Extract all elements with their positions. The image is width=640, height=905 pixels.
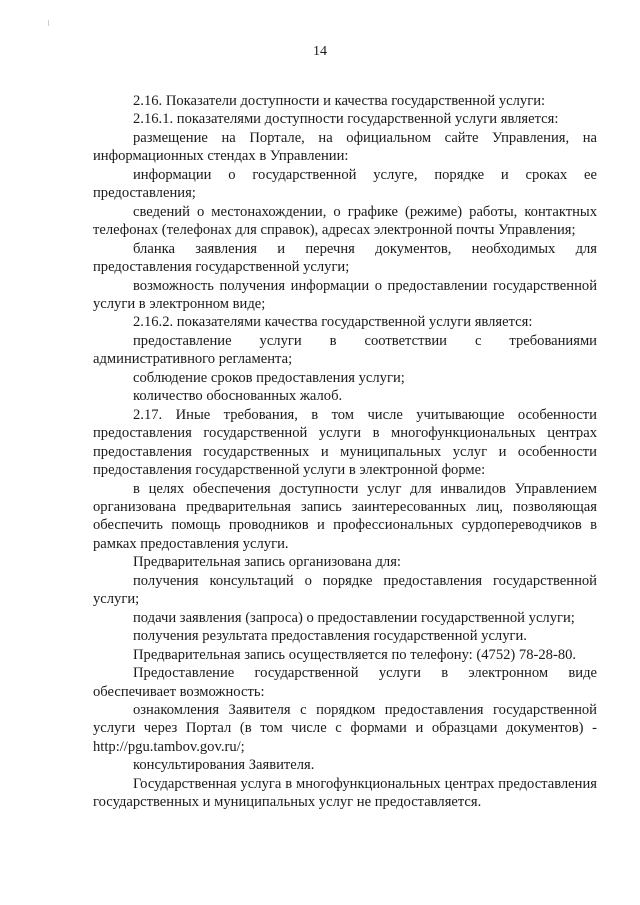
paragraph-result: получения результата предоставления государственной услуги. (133, 628, 527, 645)
paragraph-forms: бланка заявления и перечня документов, необходимых для предоставления государственной услуги; (93, 240, 597, 276)
paragraph-consulting: консультирования Заявителя. (133, 757, 315, 774)
paragraph-deadlines: соблюдение сроков предоставления услуги; (133, 369, 405, 386)
paragraph-info-location: сведений о местонахождении, о графике (режиме) работы, контактных телефонах (телефонах для справок), адресах электронной почты Управления; (93, 203, 597, 239)
page-number: 14 (313, 44, 327, 59)
scan-mark (48, 20, 49, 26)
paragraph-info-service: информации о государственной услуге, порядке и сроках ее предоставления; (93, 166, 597, 202)
paragraph-phone: Предварительная запись осуществляется по телефону: (4752) 78-28-80. (133, 646, 577, 663)
paragraph-compliance: предоставление услуги в соответствии с требованиями административного регламента; (93, 332, 597, 368)
paragraph-2-17-heading: 2.17. Иные требования, в том числе учитывающие особенности предоставления государственной услуги в многофункциональных центрах предоставления государственных и муниципальных услуг и особенности предоставления государственной услуги в электронной форме: (93, 406, 597, 479)
paragraph-application: подачи заявления (запроса) о предоставлении государственной услуги; (133, 609, 575, 626)
paragraph-portal: ознакомления Заявителя с порядком предоставления государственной услуги через Портал (в том числе с формами и образцами документов) - http://pgu.tambov.gov.ru/; (93, 701, 597, 755)
paragraph-disabled-access: в целях обеспечения доступности услуг для инвалидов Управлением организована предварительная запись заинтересованных лиц, позволяющая обеспечить помощь проводников и профессиональных сурдопереводчиков в рамках предоставления услуги. (93, 480, 597, 552)
paragraph-mfc: Государственная услуга в многофункциональных центрах предоставления государственных и муниципальных услуг не предоставляется. (93, 775, 597, 811)
document-body (93, 92, 597, 812)
paragraph-2-16-heading: 2.16. Показатели доступности и качества государственной услуги: (133, 93, 546, 109)
paragraph-placement: размещение на Портале, на официальном сайте Управления, на информационных стендах в Управлении: (93, 129, 597, 165)
paragraph-preregistration: Предварительная запись организована для: (133, 554, 401, 571)
paragraph-2-16-1-heading: 2.16.1. показателями доступности государственной услуги является: (133, 111, 559, 128)
paragraph-complaints: количество обоснованных жалоб. (133, 388, 343, 405)
paragraph-electronic-info: возможность получения информации о предоставлении государственной услуги в электронном виде; (93, 277, 597, 312)
paragraph-electronic-provision: Предоставление государственной услуги в электронном виде обеспечивает возможность: (93, 665, 597, 700)
paragraph-consultations: получения консультаций о порядке предоставления государственной услуги; (93, 572, 597, 608)
paragraph-2-16-2-heading: 2.16.2. показателями качества государственной услуги является: (133, 314, 533, 331)
